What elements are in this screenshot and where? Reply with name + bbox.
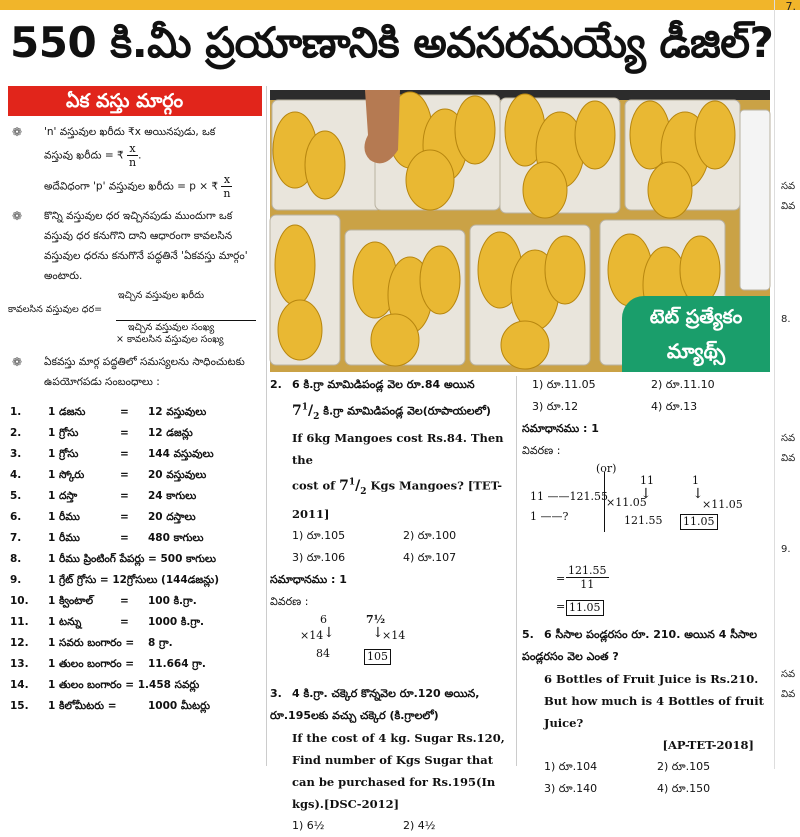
relation-cell-l: 1 గ్రోసు [48,427,79,439]
option: 1) రూ.104 [544,760,598,773]
relation-cell-n: 6. [10,511,22,523]
down-arrow-icon: ↓ [372,624,384,641]
relation-row [8,675,262,696]
relation-cell-l: 1 టన్ను [48,616,82,628]
option: 1) రూ.11.05 [532,378,596,391]
right-margin-clip: సవ వివ 8. సవ వివ 9. సవ వివ [774,0,800,769]
rule-text: 'n' వస్తువుల ఖరీదు ₹x అయినపుడు, ఒక [44,126,216,138]
theory-column [8,86,262,766]
rule-formula: వస్తువు ఖరీదు = ₹ $\frac{x}{n}$ . [44,142,142,169]
option: 3) రూ.12 [532,400,579,413]
relation-cell-n: 13. [10,658,29,670]
question-5-tag: [AP-TET-2018] [662,738,754,752]
relation-cell-n: 12. [10,637,29,649]
relation-row [8,528,262,549]
question-5-telugu: 5. 6 సీసాల పండ్లరసం రూ. 210. అయిన 4 సీసాల పండ్లరసం వెల ఎంత ? [522,628,758,663]
relation-cell-l: 1 స్కోరు [48,469,85,481]
relation-row [8,402,262,423]
relation-cell-l: 1 డజను [48,406,86,418]
relation-cell-r: 24 కాగులు [148,490,197,502]
relation-cell-r: 144 వస్తువులు [148,448,214,460]
question-2-telugu: 2. 6 కి.గ్రా మామిడిపండ్ల వెల రూ.84 అయిన [270,378,475,391]
relation-cell-n: 8. [10,553,22,565]
relation-cell-r: 20 దస్తాలు [148,511,196,523]
relation-cell-e: = [120,469,129,481]
relation-cell-n: 10. [10,595,29,607]
question-5-options [522,756,770,800]
page-number: 7. [785,0,796,13]
question-5-english: 6 Bottles of Fruit Juice is Rs.210. But how much is 4 Bottles of fruit Juice? [544,672,764,730]
question-2-working: 6 ×14 ↓ 84 7½ ↓ ×14 105 [300,612,406,663]
question-3-options [270,815,514,837]
option: 4) రూ.107 [403,550,457,564]
relation-cell-l: 1 సవరు బంగారం = [48,637,135,649]
relation-cell-e: = [120,532,129,544]
questions-column-right [522,374,770,795]
questions-column-middle [270,374,514,832]
relation-row [8,654,262,675]
relation-cell-n: 1. [10,406,22,418]
question-2-answer: సమాధానము : 1 [270,572,347,586]
relation-cell-l: 1 తులం బంగారం = 1.458 సవర్లు [48,679,200,691]
option: 2) రూ.100 [403,528,457,542]
page-headline: 550 కి.మీ ప్రయాణానికి అవసరమయ్యే డీజిల్? [10,18,774,67]
relation-cell-r: 12 వస్తువులు [148,406,207,418]
relation-cell-e: = [120,406,129,418]
relation-row [8,612,262,633]
section-title: ఏక వస్తు మార్గం [8,86,262,116]
question-3-english: If the cost of 4 kg. Sugar Rs.120, Find number of Kgs Sugar that can be purchased for Rs.195(In kgs).[DSC-2012] [292,730,505,811]
relations-table [8,402,262,717]
relation-row [8,444,262,465]
question-1-answer: సమాధానము : 1 [522,422,599,435]
relation-cell-l: 1 రీము [48,511,80,523]
column-divider [266,86,267,766]
relation-cell-e: = [120,616,129,628]
relation-cell-n: 5. [10,490,22,502]
relation-cell-e: = [120,511,129,523]
relation-cell-r: 11.664 గ్రా. [148,658,206,670]
fraction: $\frac{x}{n}$ [128,142,137,169]
relation-cell-n: 3. [10,448,22,460]
mixed-number: $7^1/_2$ [339,477,367,497]
relation-cell-e: = [120,427,129,439]
relation-cell-l: 1 గ్రోసు [48,448,79,460]
question-2-telugu-line2: $7^1/_2$ కి.గ్రా మామిడిపండ్ల వెల(రూపాయలలో) [292,402,491,422]
relation-row [8,423,262,444]
down-arrow-icon: ↓ [640,486,652,502]
relation-cell-l: 1 గ్రేట్ గ్రోసు = 12గ్రోసులు (144డజన్లు) [48,574,219,586]
relation-row [8,696,262,717]
relation-cell-r: 1000 మీటర్లు [148,700,210,712]
fraction: $\frac{x}{n}$ [223,173,231,200]
relation-row [8,507,262,528]
rule-paragraph-3: ❁ కొన్ని వస్తువుల ధర ఇచ్చినపుడు ముందుగా ఒక వస్తువు ధర కనుగొని దాని ఆధారంగా కావలసిన వస్తువుల ధరను కనుగొనే పద్ధతినే 'ఏకవస్తు మార్గం' అంటారు. [8,206,262,286]
option: 2) 4½ [403,818,436,832]
question-3-telugu: 3. 4 కి.గ్రా. చక్కెర కొన్నవెల రూ.120 అయిన, రూ.195లకు వచ్చు చక్కెర (కి.గ్రాలలో) [270,686,480,722]
question-1-options [522,374,770,418]
option: 4) రూ.150 [657,782,711,795]
relation-cell-n: 9. [10,574,22,586]
option: 1) రూ.105 [292,528,346,542]
question-2-explanation-label: వివరణ : [270,594,309,608]
question-2-options [270,525,514,569]
question-1-explanation-label: వివరణ : [522,444,561,457]
option: 4) రూ.13 [651,400,698,413]
rule-formula-2: అదేవిధంగా 'p' వస్తువుల ఖరీదు = p × ₹ $\frac{x}{n}$ [44,173,231,200]
column-divider [516,376,517,766]
relation-cell-n: 15. [10,700,29,712]
top-color-bar [0,0,800,10]
relation-cell-n: 2. [10,427,22,439]
relation-cell-r: 8 గ్రా. [148,637,173,649]
option: 3) రూ.140 [544,782,598,795]
vertical-divider [604,472,605,532]
relation-cell-l: 1 రీము [48,532,80,544]
relation-cell-e: = [120,448,129,460]
down-arrow-icon: ↓ [692,486,704,502]
relation-cell-l: 1 క్వింటాల్ [48,595,94,607]
flower-bullet-icon: ❁ [12,209,23,223]
relation-row [8,465,262,486]
rule-paragraph-1 [8,122,262,169]
mixed-number: $7^1/_2$ [292,402,320,422]
relation-cell-r: 12 డజన్లు [148,427,193,439]
option: 2) రూ.11.10 [651,378,715,391]
relation-row [8,549,262,570]
option: 1) 6½ [292,818,325,832]
unitary-formula: ఇచ్చిన వస్తువుల ఖరీదు కావలసిన వస్తువుల ధర= ఇచ్చిన వస్తువుల సంఖ్య × కావలసిన వస్తువుల సంఖ్య [8,290,262,346]
relation-cell-n: 7. [10,532,22,544]
relation-cell-l: 1 దస్తా [48,490,78,502]
option: 2) రూ.105 [657,760,711,773]
flower-bullet-icon: ❁ [12,355,23,369]
fraction-line [116,320,256,321]
question-1-working: (or) 11 ——121.55 1 ——? 11 ↓ ×11.05 121.55 1 ↓ ×11.05 11.05 [522,462,770,564]
relation-cell-l: 1 రీము ప్రింటింగ్ పేపర్లు = 500 కాగులు [48,553,216,565]
flower-bullet-icon: ❁ [12,125,23,139]
relation-cell-l: 1 కిలోమీటరు = [48,700,117,712]
relation-cell-r: 480 కాగులు [148,532,204,544]
relation-cell-r: 20 వస్తువులు [148,469,207,481]
fraction: $\frac{121.55}{11}$ [568,564,607,591]
relation-cell-n: 4. [10,469,22,481]
relation-cell-r: 1000 కి.గ్రా. [148,616,205,628]
relation-row [8,570,262,591]
tet-special-badge: టెట్ ప్రత్యేకం మ్యాథ్స్ [622,296,770,372]
question-1-result: = $\frac{121.55}{11}$ = 11.05 [556,564,607,614]
relation-row [8,633,262,654]
down-arrow-icon: ↓ [323,624,335,641]
relation-row [8,591,262,612]
relation-row [8,486,262,507]
relation-cell-l: 1 తులం బంగారం = [48,658,135,670]
relation-cell-n: 11. [10,616,29,628]
option: 3) రూ.106 [292,550,346,564]
rule-paragraph-4: ❁ ఏకవస్తు మార్గ పద్ధతిలో సమస్యలను సాధించుటకు ఉపయోగపడు సంబంధాలు : [8,352,262,392]
question-2-english: If 6kg Mangoes cost Rs.84. Then the cost of $7^1/_2$ Kgs Mangoes? [TET-2011] [292,431,504,521]
relation-cell-e: = [120,595,129,607]
relation-cell-n: 14. [10,679,29,691]
relation-cell-e: = [120,490,129,502]
relation-cell-r: 100 కి.గ్రా. [148,595,197,607]
